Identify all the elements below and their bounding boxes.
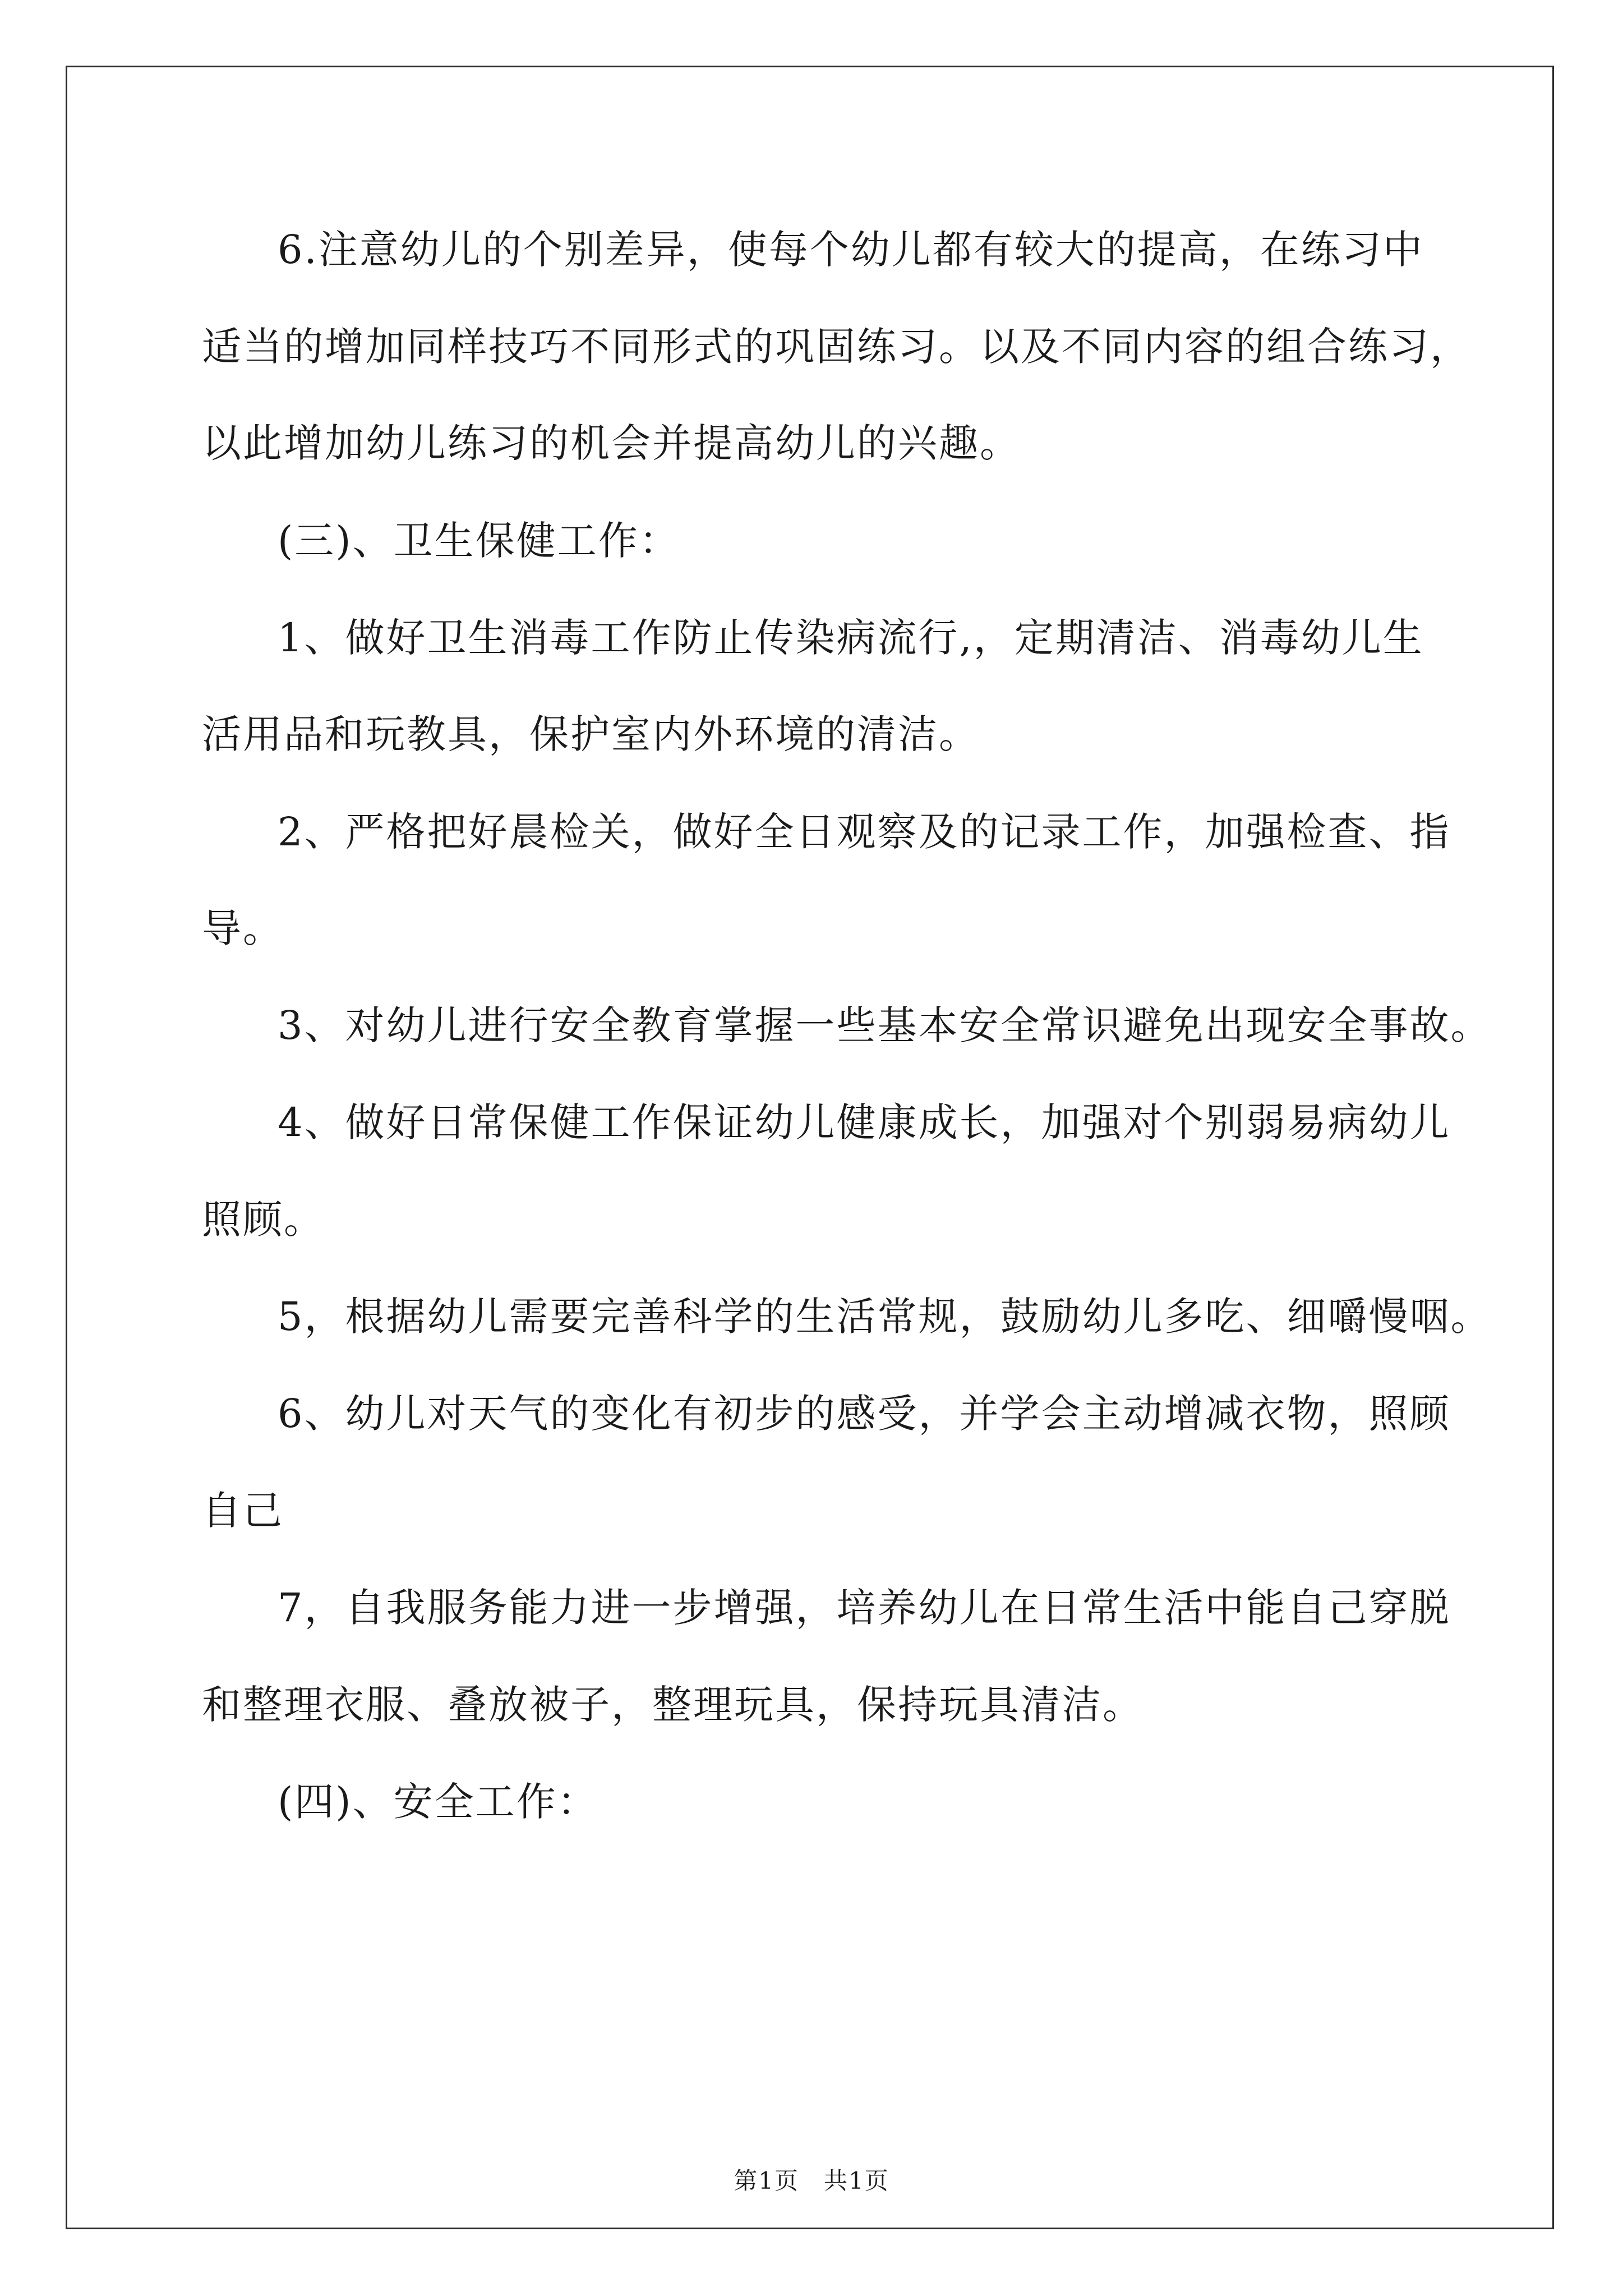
page-number: 第1页 共1页 [734, 2167, 889, 2194]
paragraph-6-line-3: 以此增加幼儿练习的机会并提高幼儿的兴趣。 [202, 420, 1021, 466]
section-heading-safety: (四)、安全工作： [278, 1779, 598, 1825]
paragraph-6-line-1: 6.注意幼儿的个别差异，使每个幼儿都有较大的提高，在练习中 [278, 227, 1424, 273]
hygiene-item-1-line-2: 活用品和玩教具，保护室内外环境的清洁。 [202, 711, 980, 757]
hygiene-item-7-line-1: 7，自我服务能力进一步增强，培养幼儿在日常生活中能自己穿脱 [278, 1585, 1451, 1631]
hygiene-item-2-line-1: 2、严格把好晨检关，做好全日观察及的记录工作，加强检查、指 [278, 809, 1451, 855]
hygiene-item-3: 3、对幼儿进行安全教育掌握一些基本安全常识避免出现安全事故。 [278, 1002, 1492, 1048]
hygiene-item-4-line-2: 照顾。 [202, 1197, 325, 1243]
section-heading-hygiene: (三)、卫生保健工作： [278, 518, 680, 564]
hygiene-item-4-line-1: 4、做好日常保健工作保证幼儿健康成长，加强对个别弱易病幼儿 [278, 1099, 1451, 1145]
hygiene-item-2-line-2: 导。 [202, 905, 284, 951]
page-frame [66, 66, 1554, 2229]
hygiene-item-5: 5，根据幼儿需要完善科学的生活常规，鼓励幼儿多吃、细嚼慢咽。 [278, 1294, 1492, 1340]
hygiene-item-7-line-2: 和整理衣服、叠放被子，整理玩具，保持玩具清洁。 [202, 1682, 1144, 1728]
paragraph-6-line-2: 适当的增加同样技巧不同形式的巩固练习。以及不同内容的组合练习， [202, 324, 1471, 370]
hygiene-item-6-line-2: 自己 [202, 1488, 284, 1534]
hygiene-item-6-line-1: 6、幼儿对天气的变化有初步的感受，并学会主动增减衣物，照顾 [278, 1391, 1451, 1437]
hygiene-item-1-line-1: 1、做好卫生消毒工作防止传染病流行,，定期清洁、消毒幼儿生 [278, 615, 1424, 661]
